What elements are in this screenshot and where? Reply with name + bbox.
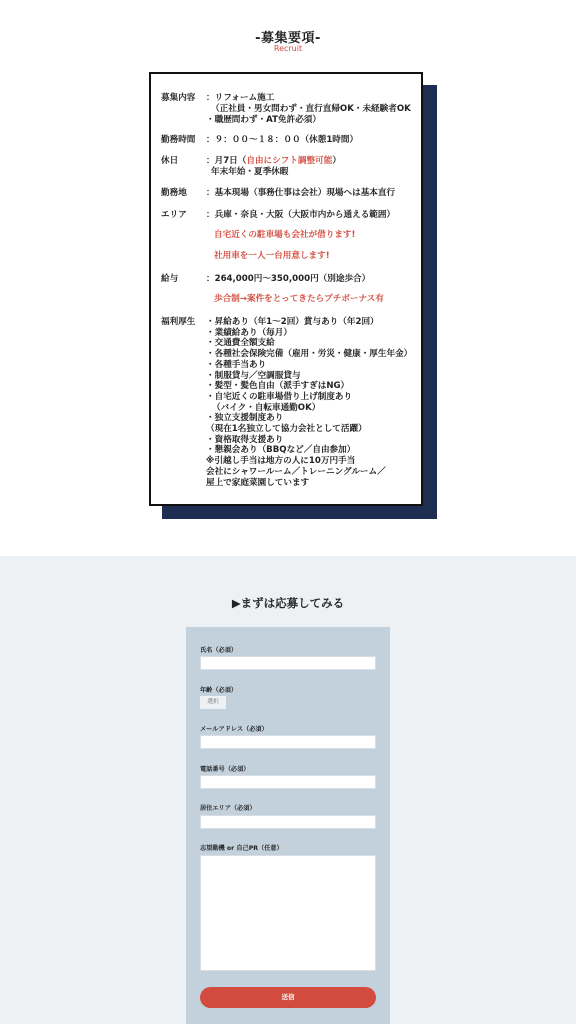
holiday-highlight: 自由にシフト調整可能 bbox=[246, 156, 333, 166]
welfare-line: ・交通費全額支給 bbox=[206, 338, 275, 349]
welfare-line: （現在1名独立して協力会社として活躍） bbox=[206, 424, 367, 435]
salary-line: ：264,000円〜350,000円（別途歩合） bbox=[206, 274, 371, 284]
recruit-subtitle: Recruit bbox=[273, 44, 303, 53]
location-line: ：基本現場（事務仕事は会社）現場へは基本直行 bbox=[206, 188, 396, 198]
holiday-prefix: ：月7日（ bbox=[206, 156, 247, 166]
label-location: 勤務地 bbox=[161, 188, 187, 198]
welfare-line: ・制服貸与／空調服貸与 bbox=[206, 370, 301, 381]
value-area bbox=[206, 210, 426, 262]
holiday-suffix: ） bbox=[332, 156, 341, 166]
value-content bbox=[206, 93, 426, 126]
welfare-line: ・髪型・髪色自由（派手すぎはNG） bbox=[206, 381, 350, 392]
welfare-line: ・昇給あり（年1〜2回）賞与あり（年2回） bbox=[206, 317, 379, 327]
value-hours bbox=[206, 135, 426, 146]
value-welfare bbox=[206, 317, 426, 488]
welfare-line: ・自宅近くの駐車場借り上げ制度あり bbox=[206, 391, 353, 402]
pr-textarea[interactable] bbox=[200, 855, 376, 971]
age-select[interactable]: 選択 bbox=[200, 696, 226, 709]
value-location bbox=[206, 188, 426, 199]
area-line: ：兵庫・奈良・大阪（大阪市内から通える範囲） bbox=[206, 210, 396, 220]
label-hours: 勤務時間 bbox=[161, 135, 196, 145]
area-note-parking: 自宅近くの駐車場も会社が借ります! bbox=[214, 230, 356, 240]
submit-button[interactable]: 送信 bbox=[200, 987, 376, 1008]
hours-line: ：９：００〜１８：００（休憩1時間） bbox=[206, 135, 359, 145]
welfare-line: 屋上で家庭菜園しています bbox=[206, 477, 310, 488]
welfare-line: ・懇親会あり（BBQなど／自由参加） bbox=[206, 445, 356, 456]
label-salary: 給与 bbox=[161, 274, 179, 284]
label-content: 募集内容 bbox=[161, 93, 196, 103]
pr-label: 志望動機 or 自己PR（任意） bbox=[200, 845, 283, 852]
area-label: 居住エリア（必須） bbox=[200, 805, 256, 812]
salary-note: 歩合制→案件をとってきたらプチボーナス有 bbox=[214, 294, 384, 304]
recruit-card bbox=[149, 72, 423, 506]
name-input[interactable] bbox=[200, 656, 376, 670]
recruit-title: -募集要項- bbox=[255, 31, 321, 46]
welfare-line: ・業績給あり（毎月） bbox=[206, 327, 292, 338]
area-note-car: 社用車を一人一台用意します! bbox=[214, 251, 330, 261]
name-label: 氏名（必須） bbox=[200, 647, 238, 654]
content-line: ・職歴問わず・AT免許必須） bbox=[206, 115, 321, 125]
label-area: エリア bbox=[161, 210, 187, 220]
email-input[interactable] bbox=[200, 735, 376, 749]
welfare-line: （バイク・自転車通勤OK） bbox=[212, 402, 321, 413]
welfare-line: ・各種社会保険完備（雇用・労災・健康・厚生年金） bbox=[206, 349, 413, 360]
email-label: メールアドレス（必須） bbox=[200, 726, 268, 733]
welfare-line: ・独立支援制度あり bbox=[206, 413, 284, 424]
label-holiday: 休日 bbox=[161, 156, 179, 166]
label-welfare: 福利厚生 bbox=[161, 317, 196, 327]
welfare-line: ※引越し手当は地方の人に10万円手当 bbox=[206, 456, 356, 467]
content-line: （正社員・男女問わず・直行直帰OK・未経験者OK bbox=[211, 104, 411, 114]
welfare-line: ・資格取得支援あり bbox=[206, 434, 284, 445]
value-holiday bbox=[206, 156, 426, 178]
value-salary bbox=[206, 274, 426, 305]
application-form bbox=[186, 627, 390, 1024]
area-input[interactable] bbox=[200, 815, 376, 829]
phone-label: 電話番号（必須） bbox=[200, 766, 250, 773]
age-label: 年齢（必須） bbox=[200, 687, 238, 694]
content-line: ：リフォーム施工 bbox=[206, 93, 275, 103]
apply-title: ▶まずは応募してみる bbox=[231, 596, 345, 610]
phone-input[interactable] bbox=[200, 775, 376, 789]
holiday-line2: 年末年始・夏季休暇 bbox=[211, 167, 289, 177]
welfare-line: ・各種手当あり bbox=[206, 359, 267, 370]
welfare-line: 会社にシャワールーム／トレーニングルーム／ bbox=[206, 466, 386, 477]
